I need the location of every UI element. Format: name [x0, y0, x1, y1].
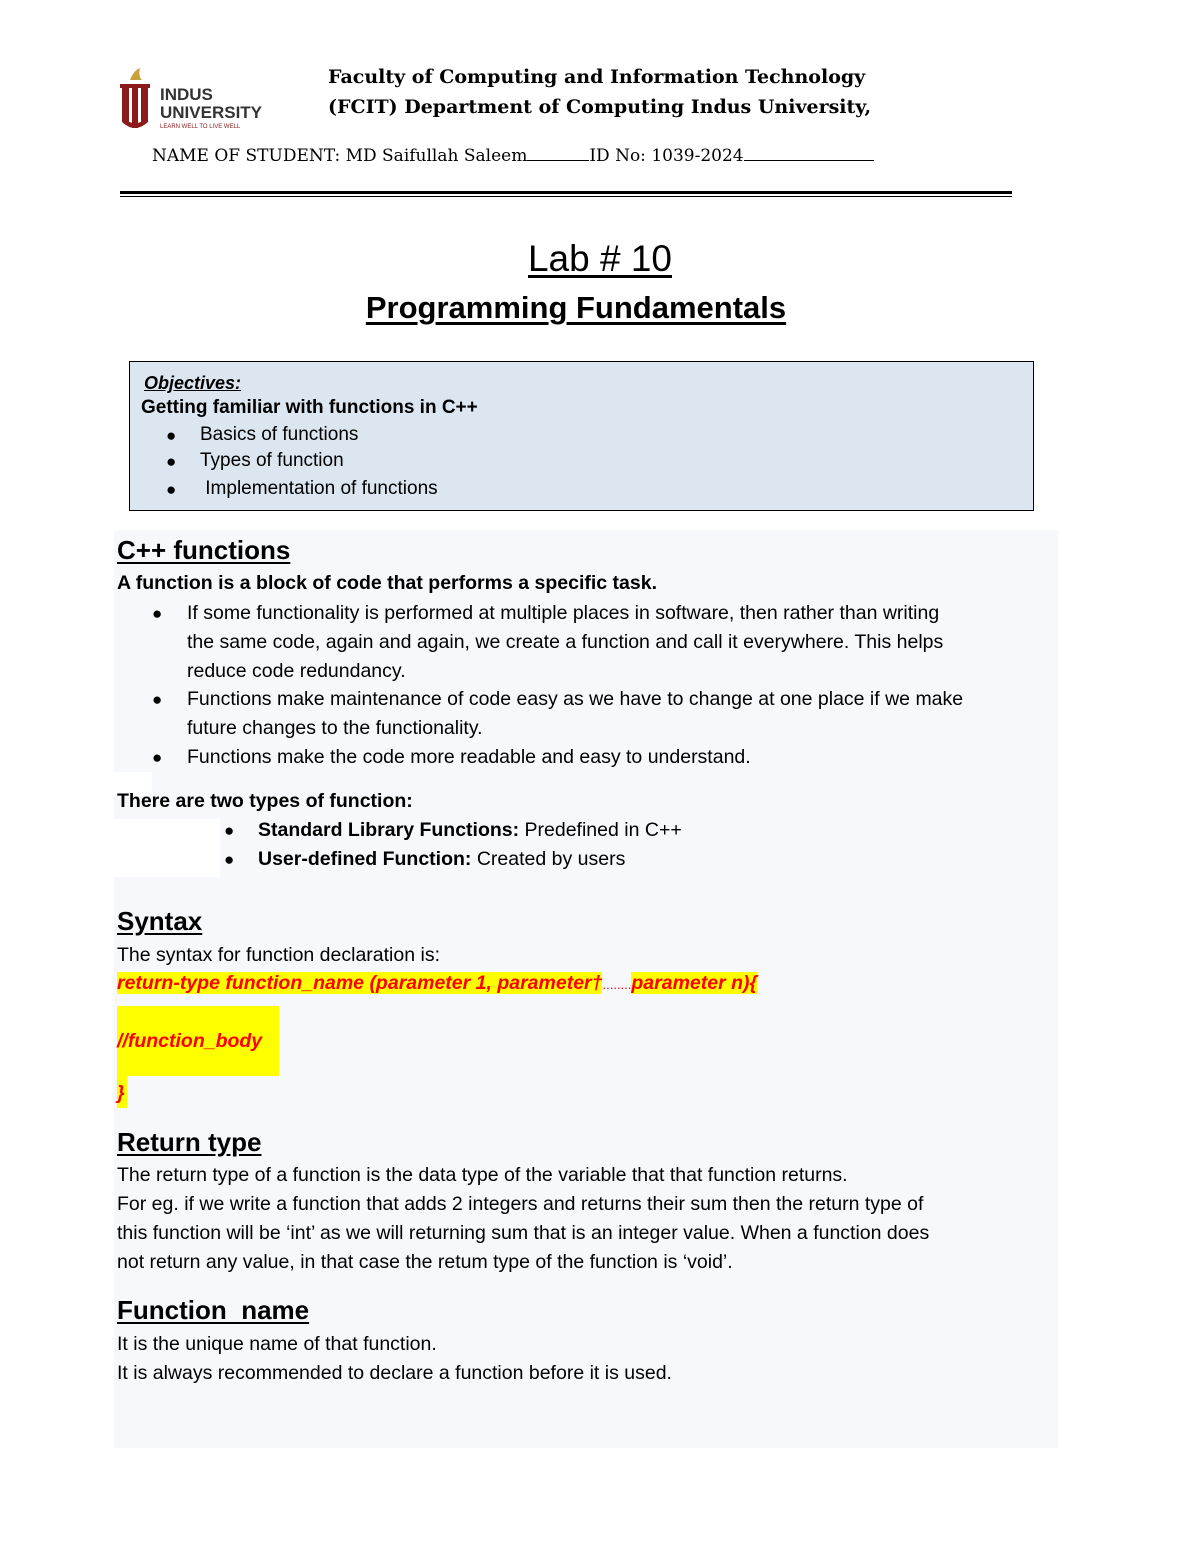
bullet-text: If some functionality is performed at multiple places in software, then rather than writing: [187, 602, 940, 624]
logo-emblem: [120, 68, 150, 128]
bullet-text: Functions make maintenance of code easy as we have to change at one place if we make: [187, 688, 964, 710]
type-desc: Predefined in C++: [519, 819, 682, 841]
section-heading-syntax: Syntax: [117, 906, 203, 936]
bullet-icon: ●: [152, 748, 163, 767]
code-ellipsis: ........: [602, 977, 632, 992]
return-type-text: not return any value, in that case the retum type of the function is ‘void’.: [117, 1251, 733, 1273]
bullet-icon: ●: [166, 480, 177, 499]
bullet-icon: ●: [152, 604, 163, 623]
code-text: return-type function_name (parameter 1, parameter†: [117, 972, 603, 994]
panel-gap: [114, 819, 220, 877]
lab-title: Lab # 10: [527, 238, 673, 279]
student-id: ID No: 1039-2024: [589, 146, 744, 166]
return-type-text: For eg. if we write a function that adds 2 integers and returns their sum then the return type of: [117, 1193, 924, 1215]
section-heading-return-type: Return type: [117, 1127, 262, 1157]
logo-line1: INDUS: [160, 85, 213, 104]
objective-item: Basics of functions: [200, 424, 359, 445]
header-divider-thick: [120, 191, 1012, 194]
bullet-icon: ●: [166, 426, 177, 445]
function-definition: A function is a block of code that performs a specific task.: [117, 572, 657, 594]
course-title: Programming Fundamentals: [365, 290, 787, 325]
bullet-icon: ●: [152, 690, 163, 709]
function-name-text: It is always recommended to declare a function before it is used.: [117, 1362, 672, 1384]
section-heading-function-name: Function name: [117, 1295, 310, 1325]
faculty-line1: Faculty of Computing and Information Technology: [328, 66, 866, 88]
logo-tagline: LEARN WELL TO LIVE WELL: [160, 124, 241, 130]
syntax-code-line1: [117, 972, 757, 995]
objective-item: Implementation of functions: [200, 478, 438, 499]
header-divider-thin: [120, 196, 1012, 197]
bullet-text: the same code, again and again, we create a function and call it everywhere. This helps: [187, 631, 944, 653]
id-underline: [744, 159, 874, 161]
bullet-text: Functions make the code more readable and easy to understand.: [187, 746, 751, 768]
code-text: parameter n){: [631, 972, 758, 994]
syntax-intro: The syntax for function declaration is:: [117, 944, 440, 966]
university-logo: [116, 66, 298, 134]
bullet-icon: ●: [224, 821, 235, 840]
faculty-line2: (FCIT) Department of Computing Indus University,: [328, 96, 872, 118]
type-item: [258, 819, 682, 842]
return-type-text: this function will be ‘int’ as we will returning sum that is an integer value. When a function does: [117, 1222, 930, 1244]
objectives-intro: Getting familiar with functions in C++: [141, 397, 478, 418]
return-type-text: The return type of a function is the data type of the variable that that function returns.: [117, 1164, 848, 1186]
objectives-heading: Objectives:: [144, 373, 242, 393]
type-desc: Created by users: [471, 848, 626, 870]
type-item: [258, 848, 625, 871]
student-name: NAME OF STUDENT: MD Saifullah Saleem: [152, 146, 528, 166]
objective-item: Types of function: [200, 450, 344, 471]
function-name-text: It is the unique name of that function.: [117, 1333, 437, 1355]
syntax-code-line3: }: [117, 1076, 127, 1108]
logo-line2: UNIVERSITY: [160, 103, 263, 122]
name-underline: [527, 159, 589, 161]
bullet-icon: ●: [224, 850, 235, 869]
type-name: Standard Library Functions:: [258, 819, 520, 841]
types-intro: There are two types of function:: [117, 790, 413, 812]
bullet-text: reduce code redundancy.: [187, 660, 406, 682]
student-info-line: [152, 146, 874, 166]
section-heading-cpp-functions: C++ functions: [117, 535, 291, 565]
syntax-code-line2: //function_body: [117, 1006, 279, 1076]
bullet-text: future changes to the functionality.: [187, 717, 483, 739]
bullet-icon: ●: [166, 452, 177, 471]
type-name: User-defined Function:: [258, 848, 472, 870]
